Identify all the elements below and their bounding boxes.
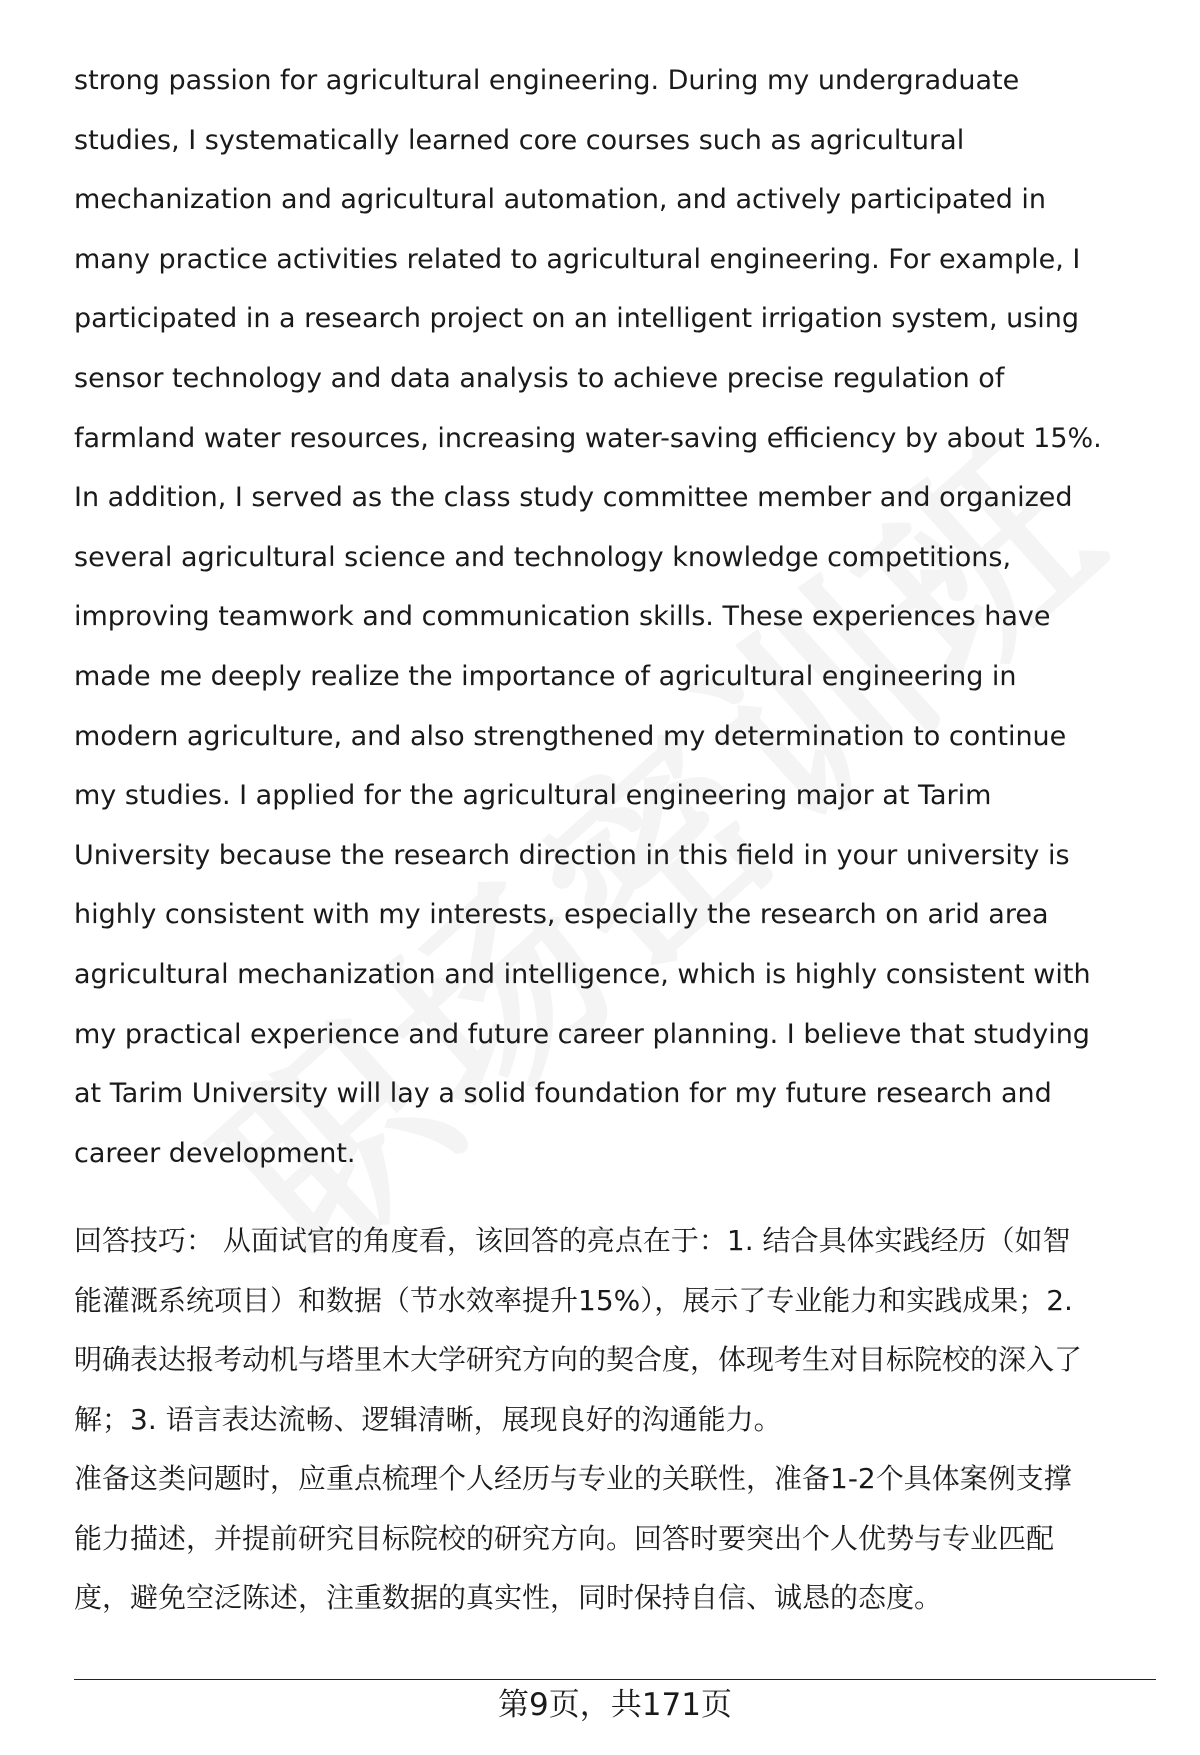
answer-line: participated in a research project on an intelligent irrigation system, using xyxy=(74,303,1080,335)
answer-line: my studies. I applied for the agricultural engineering major at Tarim xyxy=(74,780,992,812)
answer-line: farmland water resources, increasing water-saving efficiency by about 15%. xyxy=(74,422,1102,454)
tips-line: 准备这类问题时，应重点梳理个人经历与专业的关联性，准备1-2个具体案例支撑 xyxy=(74,1462,1072,1495)
answer-line: several agricultural science and technology knowledge competitions, xyxy=(74,541,1012,573)
answer-line: mechanization and agricultural automation, and actively participated in xyxy=(74,184,1047,216)
answer-line: career development. xyxy=(74,1137,356,1169)
tips-line: 明确表达报考动机与塔里木大学研究方向的契合度，体现考生对目标院校的深入了 xyxy=(74,1343,1083,1376)
answer-line: sensor technology and data analysis to achieve precise regulation of xyxy=(74,362,1005,394)
answer-line: at Tarim University will lay a solid foundation for my future research and xyxy=(74,1078,1052,1110)
tips-line: 解；3. 语言表达流畅、逻辑清晰，展现良好的沟通能力。 xyxy=(74,1402,782,1436)
tips-line: 能灌溉系统项目）和数据（节水效率提升15%），展示了专业能力和实践成果；2. xyxy=(74,1283,1073,1317)
answer-line: made me deeply realize the importance of agricultural engineering in xyxy=(74,660,1017,692)
answer-line: strong passion for agricultural engineering. During my undergraduate xyxy=(74,65,1020,96)
answer-tips xyxy=(74,1211,1154,1628)
page-number: 第9页，共171页 xyxy=(498,1687,732,1723)
tips-line: 回答技巧： 从面试官的角度看，该回答的亮点在于：1. 结合具体实践经历（如智 xyxy=(74,1224,1071,1257)
answer-line: improving teamwork and communication skills. These experiences have xyxy=(74,601,1051,633)
answer-paragraph xyxy=(74,51,1154,1183)
footer-divider xyxy=(74,1679,1156,1680)
answer-line: many practice activities related to agricultural engineering. For example, I xyxy=(74,243,1081,275)
tips-line: 能力描述，并提前研究目标院校的研究方向。回答时要突出个人优势与专业匹配 xyxy=(74,1521,1055,1555)
tips-line: 度，避免空泛陈述，注重数据的真实性，同时保持自信、诚恳的态度。 xyxy=(74,1581,943,1614)
answer-line: modern agriculture, and also strengthened my determination to continue xyxy=(74,720,1067,752)
answer-line: University because the research direction in this field in your university is xyxy=(74,839,1070,871)
answer-line: my practical experience and future career planning. I believe that studying xyxy=(74,1018,1090,1050)
answer-line: studies, I systematically learned core courses such as agricultural xyxy=(74,124,965,156)
answer-line: In addition, I served as the class study committee member and organized xyxy=(74,482,1073,514)
answer-line: agricultural mechanization and intelligence, which is highly consistent with xyxy=(74,958,1091,990)
answer-line: highly consistent with my interests, especially the research on arid area xyxy=(74,899,1049,931)
